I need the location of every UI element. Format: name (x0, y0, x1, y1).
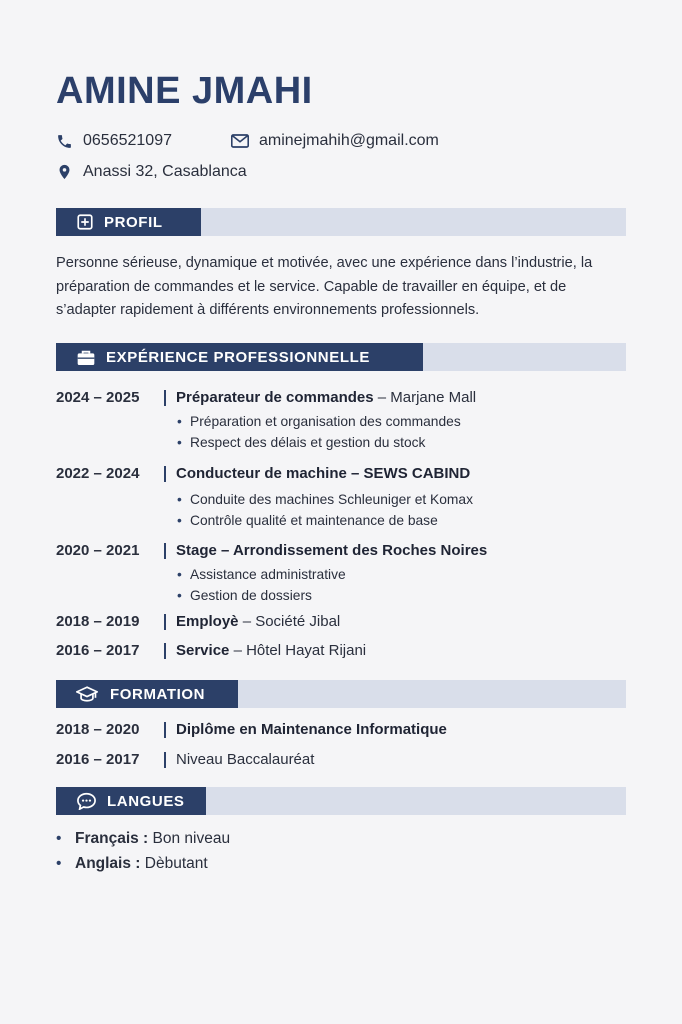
address-text: Anassi 32, Casablanca (83, 163, 247, 180)
email-address: aminejmahih@gmail.com (259, 132, 439, 149)
list-item: • Conduite des machines Schleuniger et Komax (176, 489, 473, 510)
section-formation-label (56, 680, 238, 708)
separator (164, 390, 166, 406)
experience-role: Employè (176, 613, 239, 630)
address-contact (56, 163, 247, 181)
language-level: Bon niveau (152, 830, 231, 847)
language-name: Anglais : (75, 855, 141, 872)
experience-bullets (176, 564, 346, 606)
experience-title (176, 642, 366, 659)
experience-bullets (176, 411, 461, 453)
candidate-name: AMINE JMAHI (56, 70, 313, 112)
section-langues (56, 787, 626, 815)
experience-years: 2024 – 2025 (56, 389, 140, 406)
section-formation-title: FORMATION (110, 685, 206, 703)
experience-company: – Société Jibal (242, 613, 341, 630)
email-contact (231, 132, 439, 150)
envelope-icon (231, 134, 249, 148)
formation-title: Niveau Baccalauréat (176, 751, 315, 768)
experience-company: – Hôtel Hayat Rijani (233, 642, 367, 659)
section-experience (56, 343, 626, 371)
separator (164, 752, 166, 768)
briefcase-icon (76, 349, 96, 366)
experience-role: Conducteur de machine – SEWS CABIND (176, 465, 471, 482)
language-text (75, 830, 230, 848)
speech-bubble-icon (76, 792, 97, 810)
bullet-dot: • (56, 830, 62, 847)
experience-role: Stage – Arrondissement des Roches Noires (176, 542, 488, 559)
separator (164, 614, 166, 630)
list-item: • Respect des délais et gestion du stock (176, 432, 461, 453)
experience-role: Préparateur de commandes (176, 389, 374, 406)
section-profil-label (56, 208, 201, 236)
section-langues-title: LANGUES (107, 792, 185, 810)
experience-years: 2022 – 2024 (56, 465, 140, 482)
graduation-cap-icon (76, 685, 98, 703)
experience-years: 2016 – 2017 (56, 642, 140, 659)
bullet-dot: • (56, 855, 62, 872)
formation-years: 2016 – 2017 (56, 751, 140, 768)
phone-contact (56, 132, 172, 150)
profile-card-icon (76, 213, 94, 231)
experience-title (176, 613, 340, 630)
formation-title (176, 721, 447, 738)
section-langues-label (56, 787, 206, 815)
separator (164, 722, 166, 738)
experience-years: 2018 – 2019 (56, 613, 140, 630)
separator (164, 466, 166, 482)
list-item: • Contrôle qualité et maintenance de base (176, 510, 473, 531)
section-experience-label (56, 343, 423, 371)
experience-years: 2020 – 2021 (56, 542, 140, 559)
section-formation (56, 680, 626, 708)
profile-text: Personne sérieuse, dynamique et motivée, avec une expérience dans l’industrie, la préparation de commandes et le service. Capable de travailler en équipe, et de s’adapter rapidement à différents environnements professionnels. (56, 255, 593, 318)
language-level: Dèbutant (144, 855, 208, 872)
phone-icon (56, 133, 73, 150)
experience-title (176, 389, 476, 406)
phone-number: 0656521097 (83, 132, 172, 149)
section-experience-title: EXPÉRIENCE PROFESSIONNELLE (106, 348, 370, 366)
experience-company: – Marjane Mall (377, 389, 477, 406)
separator (164, 543, 166, 559)
section-profil-title: PROFIL (104, 213, 163, 231)
language-text (75, 855, 208, 873)
formation-years: 2018 – 2020 (56, 721, 140, 738)
experience-bullets (176, 489, 473, 531)
section-profil (56, 208, 626, 236)
list-item: • Gestion de dossiers (176, 585, 346, 606)
list-item: • Assistance administrative (176, 564, 346, 585)
formation-diploma: Diplôme en Maintenance Informatique (176, 721, 447, 738)
list-item: • Préparation et organisation des commandes (176, 411, 461, 432)
location-pin-icon (56, 163, 73, 181)
experience-role: Service (176, 642, 230, 659)
experience-title (176, 465, 470, 482)
language-name: Français : (75, 830, 149, 847)
experience-title (176, 542, 487, 559)
separator (164, 643, 166, 659)
